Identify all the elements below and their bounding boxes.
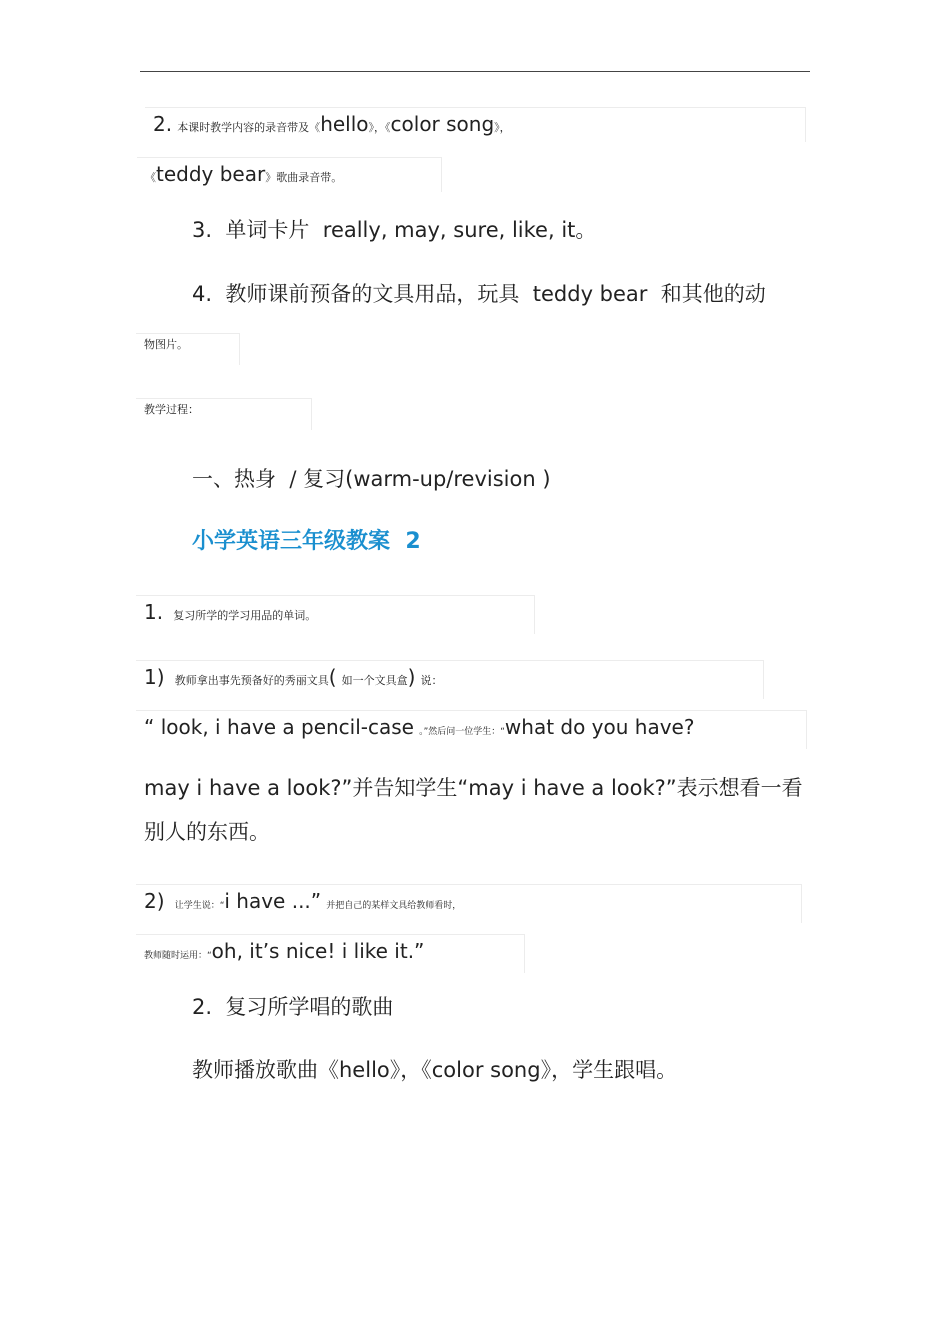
step-2: 2. 复习所学唱的歌曲: [192, 995, 394, 1019]
explanation-paragraph: may i have a look?”并告知学生“may i have a look?”表示想看一看别人的东西。: [144, 776, 803, 844]
materials-item-4-cont: 物图片。: [136, 333, 240, 365]
dialogue-line: “ look, i have a pencil-case 。”然后问一位学生：“what do you have?: [136, 710, 807, 749]
item-number: 2.: [153, 112, 173, 136]
lesson-heading: 小学英语三年级教案 2: [192, 529, 421, 554]
materials-item-2: 2. 本课时教学内容的录音带及《hello》，《color song》，: [145, 107, 806, 142]
header-rule: [140, 71, 810, 72]
materials-item-3: 3. 单词卡片 really, may, sure, like, it。: [192, 218, 597, 242]
process-label: 教学过程：: [136, 398, 312, 430]
teacher-response: 教师随时运用：“oh, it’s nice! i like it.”: [136, 934, 525, 973]
step-2-detail: 教师播放歌曲《hello》，《color song》，学生跟唱。: [192, 1058, 678, 1082]
materials-item-2-cont: 《teddy bear》歌曲录音带。: [137, 157, 442, 192]
materials-item-4: 4. 教师课前预备的文具用品，玩具 teddy bear 和其他的动: [192, 282, 766, 306]
section-warm-up: 一、热身 / 复习(warm-up/revision ): [192, 467, 551, 491]
step-1-2: 2) 让学生说：“i have ...” 并把自己的某样文具给教师看时，: [136, 884, 802, 923]
step-1-1: 1) 教师拿出事先预备好的秀丽文具( 如一个文具盒) 说：: [136, 660, 764, 699]
step-1: 1. 复习所学的学习用品的单词。: [136, 595, 535, 634]
